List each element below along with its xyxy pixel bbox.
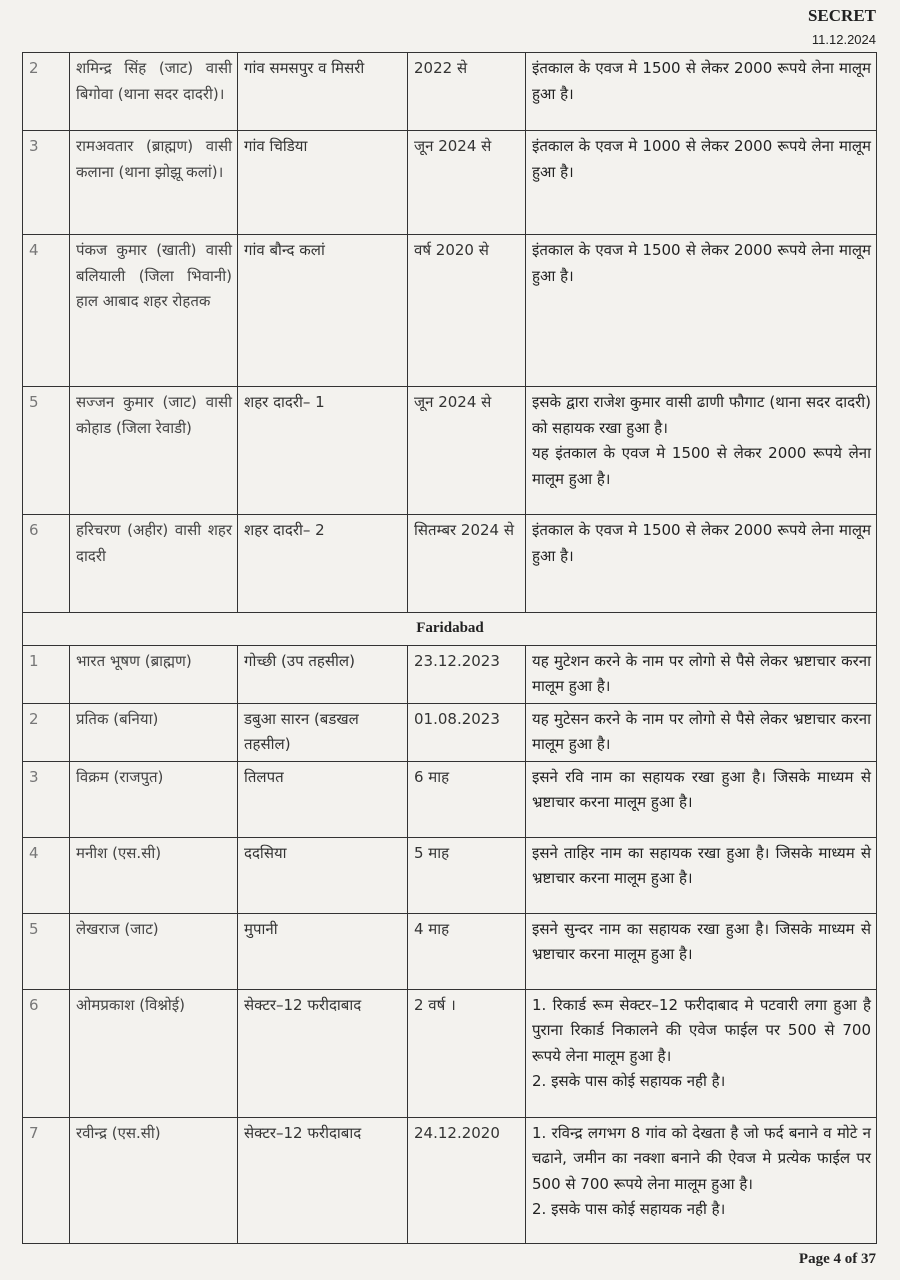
posting-place: गांव समसपुर व मिसरी bbox=[238, 53, 408, 131]
remark bbox=[526, 989, 877, 1117]
posting-place: गांव चिडिया bbox=[238, 131, 408, 235]
table-row bbox=[23, 837, 877, 913]
serial-number: 2 bbox=[23, 703, 70, 761]
person-name: शमिन्द्र सिंह (जाट) वासी बिगोवा (थाना सदर दादरी)। bbox=[70, 53, 238, 131]
serial-number: 5 bbox=[23, 387, 70, 515]
table-row bbox=[23, 515, 877, 613]
officials-table bbox=[22, 52, 877, 1244]
person-name: हरिचरण (अहीर) वासी शहर दादरी bbox=[70, 515, 238, 613]
posting-place: शहर दादरी– 1 bbox=[238, 387, 408, 515]
posting-period: 23.12.2023 bbox=[408, 645, 526, 703]
person-name: लेखराज (जाट) bbox=[70, 913, 238, 989]
remark bbox=[526, 387, 877, 515]
person-name: सज्जन कुमार (जाट) वासी कोहाड (जिला रेवाडी) bbox=[70, 387, 238, 515]
posting-place: तिलपत bbox=[238, 761, 408, 837]
section-heading-row bbox=[23, 613, 877, 646]
posting-period: जून 2024 से bbox=[408, 387, 526, 515]
table-row bbox=[23, 703, 877, 761]
remark bbox=[526, 1117, 877, 1243]
person-name: रामअवतार (ब्राह्मण) वासी कलाना (थाना झोझू कलां)। bbox=[70, 131, 238, 235]
table-row bbox=[23, 645, 877, 703]
page-number: Page 4 of 37 bbox=[798, 1251, 876, 1267]
table-row bbox=[23, 131, 877, 235]
classification-label: SECRET bbox=[807, 6, 876, 25]
table-row bbox=[23, 1117, 877, 1243]
person-name: पंकज कुमार (खाती) वासी बलियाली (जिला भिवानी) हाल आबाद शहर रोहतक bbox=[70, 235, 238, 387]
remark-line: 1. रिकार्ड रूम सेक्टर–12 फरीदाबाद मे पटवारी लगा हुआ है पुराना रिकार्ड निकालने की एवेज फाईल पर 500 से 700 रूपये लेना मालूम हुआ है। bbox=[532, 995, 871, 1065]
document-date: 11.12.2024 bbox=[811, 32, 876, 47]
serial-number: 4 bbox=[23, 837, 70, 913]
serial-number: 3 bbox=[23, 131, 70, 235]
person-name: मनीश (एस.सी) bbox=[70, 837, 238, 913]
posting-period: 4 माह bbox=[408, 913, 526, 989]
serial-number: 6 bbox=[23, 515, 70, 613]
remark-line: इसके द्वारा राजेश कुमार वासी ढाणी फौगाट (थाना सदर दादरी) को सहायक रखा हुआ है। bbox=[532, 393, 871, 437]
posting-period: 24.12.2020 bbox=[408, 1117, 526, 1243]
posting-period: 2022 से bbox=[408, 53, 526, 131]
posting-place: शहर दादरी– 2 bbox=[238, 515, 408, 613]
table-row bbox=[23, 913, 877, 989]
remark-line: 2. इसके पास कोई सहायक नही है। bbox=[532, 1200, 726, 1218]
serial-number: 5 bbox=[23, 913, 70, 989]
remark: इसने ताहिर नाम का सहायक रखा हुआ है। जिसके माध्यम से भ्रष्टाचार करना मालूम हुआ है। bbox=[526, 837, 877, 913]
remark: इसने सुन्दर नाम का सहायक रखा हुआ है। जिसके माध्यम से भ्रष्टाचार करना मालूम हुआ है। bbox=[526, 913, 877, 989]
person-name: भारत भूषण (ब्राह्मण) bbox=[70, 645, 238, 703]
remark: इंतकाल के एवज मे 1500 से लेकर 2000 रूपये लेना मालूम हुआ है। bbox=[526, 235, 877, 387]
posting-period: सितम्बर 2024 से bbox=[408, 515, 526, 613]
table-row bbox=[23, 989, 877, 1117]
remark: इसने रवि नाम का सहायक रखा हुआ है। जिसके माध्यम से भ्रष्टाचार करना मालूम हुआ है। bbox=[526, 761, 877, 837]
serial-number: 1 bbox=[23, 645, 70, 703]
posting-period: 5 माह bbox=[408, 837, 526, 913]
posting-place: डबुआ सारन (बडखल तहसील) bbox=[238, 703, 408, 761]
section-title: Faridabad bbox=[23, 613, 877, 646]
posting-period: 6 माह bbox=[408, 761, 526, 837]
posting-place: सेक्टर–12 फरीदाबाद bbox=[238, 989, 408, 1117]
person-name: प्रतिक (बनिया) bbox=[70, 703, 238, 761]
serial-number: 6 bbox=[23, 989, 70, 1117]
posting-place: मुपानी bbox=[238, 913, 408, 989]
table-row bbox=[23, 53, 877, 131]
table-row bbox=[23, 761, 877, 837]
remark: यह मुटेशन करने के नाम पर लोगो से पैसे लेकर भ्रष्टाचार करना मालूम हुआ है। bbox=[526, 645, 877, 703]
remark: यह मुटेसन करने के नाम पर लोगो से पैसे लेकर भ्रष्टाचार करना मालूम हुआ है। bbox=[526, 703, 877, 761]
remark-line: 2. इसके पास कोई सहायक नही है। bbox=[532, 1072, 726, 1090]
posting-place: गांव बौन्द कलां bbox=[238, 235, 408, 387]
remark: इंतकाल के एवज मे 1500 से लेकर 2000 रूपये लेना मालूम हुआ है। bbox=[526, 515, 877, 613]
posting-period: 01.08.2023 bbox=[408, 703, 526, 761]
posting-place: गोच्छी (उप तहसील) bbox=[238, 645, 408, 703]
remark-line: 1. रविन्द्र लगभग 8 गांव को देखता है जो फर्द बनाने व मोटे न चढाने, जमीन का नक्शा बनाने की ऐवज मे प्रत्येक फाईल पर 500 से 700 रूपये लेना मालूम हुआ है। bbox=[532, 1123, 871, 1193]
serial-number: 4 bbox=[23, 235, 70, 387]
person-name: रवीन्द्र (एस.सी) bbox=[70, 1117, 238, 1243]
person-name: ओमप्रकाश (विश्नोई) bbox=[70, 989, 238, 1117]
serial-number: 3 bbox=[23, 761, 70, 837]
posting-period: जून 2024 से bbox=[408, 131, 526, 235]
remark: इंतकाल के एवज मे 1000 से लेकर 2000 रूपये लेना मालूम हुआ है। bbox=[526, 131, 877, 235]
posting-period: 2 वर्ष । bbox=[408, 989, 526, 1117]
serial-number: 2 bbox=[23, 53, 70, 131]
posting-place: सेक्टर–12 फरीदाबाद bbox=[238, 1117, 408, 1243]
table-row bbox=[23, 235, 877, 387]
person-name: विक्रम (राजपुत) bbox=[70, 761, 238, 837]
table-row bbox=[23, 387, 877, 515]
serial-number: 7 bbox=[23, 1117, 70, 1243]
remark: इंतकाल के एवज मे 1500 से लेकर 2000 रूपये लेना मालूम हुआ है। bbox=[526, 53, 877, 131]
remark-line: यह इंतकाल के एवज मे 1500 से लेकर 2000 रूपये लेना मालूम हुआ है। bbox=[532, 444, 871, 488]
posting-place: ददसिया bbox=[238, 837, 408, 913]
posting-period: वर्ष 2020 से bbox=[408, 235, 526, 387]
